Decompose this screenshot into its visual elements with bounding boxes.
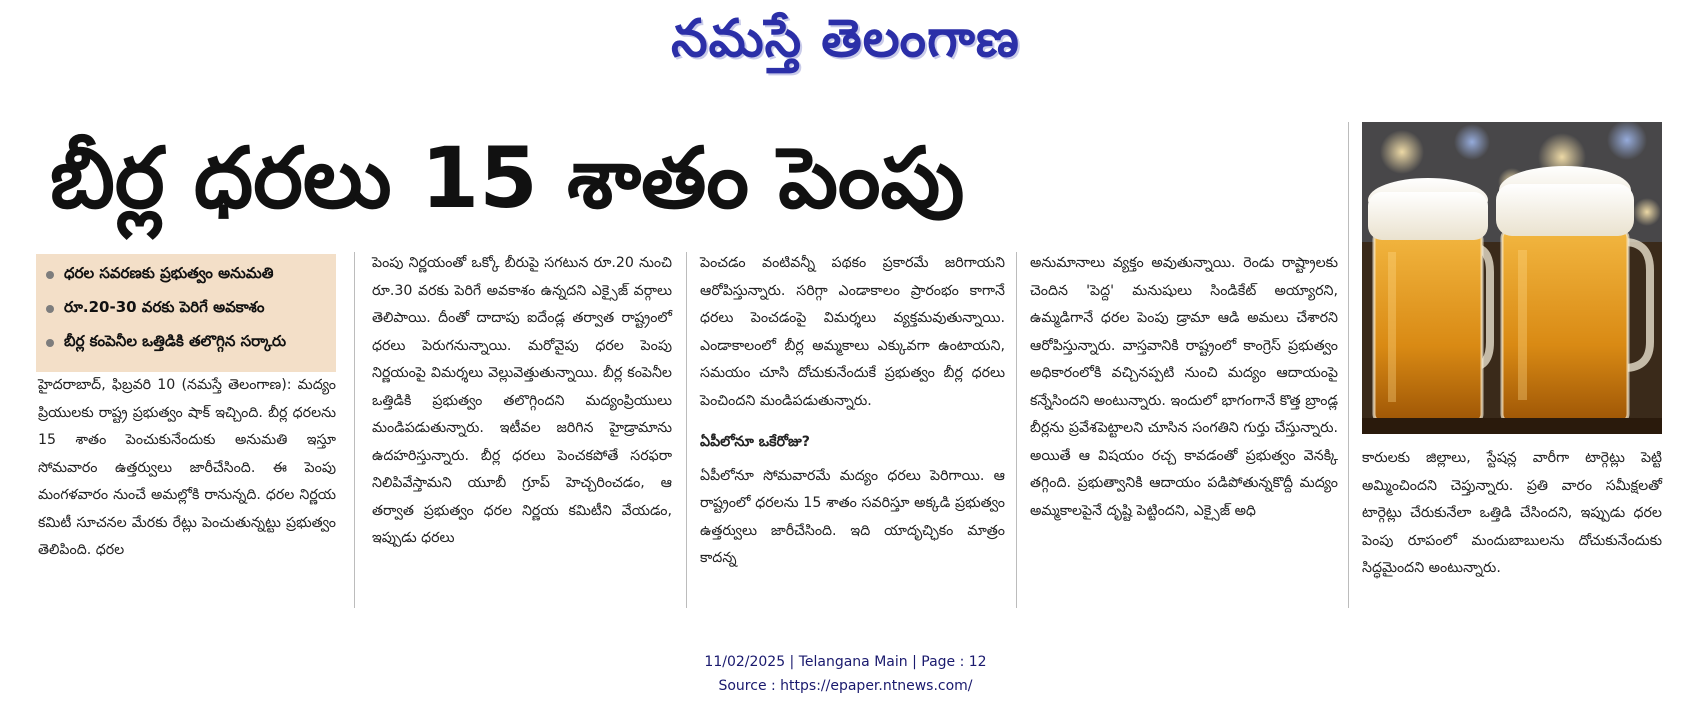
highlight-text: ధరల సవరణకు ప్రభుత్వం అనుమతి (64, 264, 274, 282)
masthead (0, 10, 1691, 80)
footer-dateline: 11/02/2025 | Telangana Main | Page : 12 (704, 654, 987, 670)
article-column-3 (700, 250, 1005, 573)
article-column-5 (1362, 445, 1662, 583)
highlight-item (36, 326, 336, 360)
column-divider (1016, 252, 1017, 608)
article-column-1 (38, 372, 336, 565)
column-divider (354, 252, 355, 608)
highlight-text: బీర్ల కంపెనీల ఒత్తిడికి తలొగ్గిన సర్కారు (64, 332, 287, 350)
column-divider (1348, 122, 1349, 608)
column-text: కారులకు జిల్లాలు, స్టేషన్ల వారీగా టార్గెట్లు పెట్టి అమ్మించిందని చెప్తున్నారు. ప్రతి వారం సమీక్షలతో టార్గెట్లు చేరుకునేలా ఒత్తిడి చేసిందని, ఇప్పుడు ధరల పెంపు రూపంలో మందుబాబులను దోచుకునేందుకు సిద్ధమైందని అంటున్నారు. (1362, 450, 1662, 576)
beer-mugs-photo (1362, 122, 1662, 434)
column-text: ఏపీలోనూ సోమవారమే మద్యం ధరలు పెరిగాయి. ఆ రాష్ట్రంలో ధరలను 15 శాతం సవరిస్తూ అక్కడి ప్రభుత్వం ఉత్తర్వులు జారీచేసింది. ఇది యాదృచ్ఛికం మాత్రం కాదన్న (700, 467, 1005, 566)
article-column-4 (1030, 250, 1338, 525)
column-subheading: ఏపీలోనూ ఒకేరోజు? (700, 434, 810, 450)
column-text: అనుమానాలు వ్యక్తం అవుతున్నాయి. రెండు రాష్ట్రాలకు చెందిన 'పెద్ద' మనుషులు సిండికేట్ అయ్యారని, ఉమ్మడిగానే ధరల పెంపు డ్రామా ఆడి అమలు చేశారని ఆరోపిస్తున్నారు. వాస్తవానికి రాష్ట్రంలో కాంగ్రెస్ ప్రభుత్వం అధికారంలోకి వచ్చినప్పటి నుంచి మద్యం ఆదాయంపై కన్నేసిందని అంటున్నారు. ఇందులో భాగంగానే కొత్త బ్రాండ్ల బీర్లను ప్రవేశపెట్టాలని చూసిన సంగతిని గుర్తు చేస్తున్నారు. అయితే ఆ విషయం రచ్చ కావడంతో ప్రభుత్వం వెనక్కి తగ్గింది. ప్రభుత్వానికి ఆదాయం పడిపోతున్నకొద్దీ మద్యం అమ్మకాలపైనే దృష్టి పెట్టిందని, ఎక్సైజ్ అధి (1030, 255, 1338, 519)
highlight-item (36, 292, 336, 326)
column-text: హైదరాబాద్, ఫిబ్రవరి 10 (నమస్తే తెలంగాణ): మద్యం ప్రియులకు రాష్ట్ర ప్రభుత్వం షాక్ ఇచ్చింది. బీర్ల ధరలను 15 శాతం పెంచుకునేందుకు అనుమతి ఇస్తూ సోమవారం ఉత్తర్వులు జారీచేసింది. ఈ పెంపు మంగళవారం నుంచే అమల్లోకి రానున్నది. ధరల నిర్ణయ కమిటీ సూచనల మేరకు రేట్లు పెంచుతున్నట్టు ప్రభుత్వం తెలిపింది. ధరల (38, 377, 336, 558)
article-column-2 (372, 250, 672, 553)
masthead-title: నమస్తే తెలంగాణ (671, 8, 1020, 69)
footer-source: Source : https://epaper.ntnews.com/ (718, 678, 973, 694)
highlights-box (36, 254, 336, 372)
bullet-icon (46, 339, 54, 347)
column-text: పెంపు నిర్ణయంతో ఒక్కో బీరుపై సగటున రూ.20 నుంచి రూ.30 వరకు పెరిగే అవకాశం ఉన్నదని ఎక్సైజ్ వర్గాలు తెలిపాయి. దీంతో దాదాపు ఐదేండ్ల తర్వాత రాష్ట్రంలో ధరలు పెరుగనున్నాయి. మరోవైపు ధరల పెంపు నిర్ణయంపై విమర్శలు వెల్లువెత్తుతున్నాయి. బీర్ల కంపెనీల ఒత్తిడికి ప్రభుత్వం తలొగ్గిందని మద్యంప్రియులు మండిపడుతున్నారు. ఇటీవల జరిగిన హైడ్రామాను ఉదహరిస్తున్నారు. బీర్ల ధరలు పెంచకపోతే సరఫరా నిలిపివేస్తామని యూబీ గ్రూప్ హెచ్చరించడం, ఆ తర్వాత ప్రభుత్వం ధరల నిర్ణయ కమిటీని వేయడం, ఇప్పుడు ధరలు (372, 255, 672, 546)
highlight-text: రూ.20-30 వరకు పెరిగే అవకాశం (64, 298, 265, 316)
column-text: పెంచడం వంటివన్నీ పథకం ప్రకారమే జరిగాయని ఆరోపిస్తున్నారు. సరిగ్గా ఎండాకాలం ప్రారంభం కాగానే ధరలు పెంచడంపై విమర్శలు వ్యక్తమవుతున్నాయి. ఎండాకాలంలో బీర్ల అమ్మకాలు ఎక్కువగా ఉంటాయని, సమయం చూసి దోచుకునేందుకే ప్రభుత్వం బీర్ల ధరలు పెంచిందని మండిపడుతున్నారు. (700, 255, 1005, 409)
bullet-icon (46, 271, 54, 279)
highlight-item (36, 258, 336, 292)
bullet-icon (46, 305, 54, 313)
column-divider (686, 252, 687, 608)
beer-mugs-illustration (1362, 122, 1662, 434)
article-headline: బీర్ల ధరలు 15 శాతం పెంపు (50, 129, 965, 227)
